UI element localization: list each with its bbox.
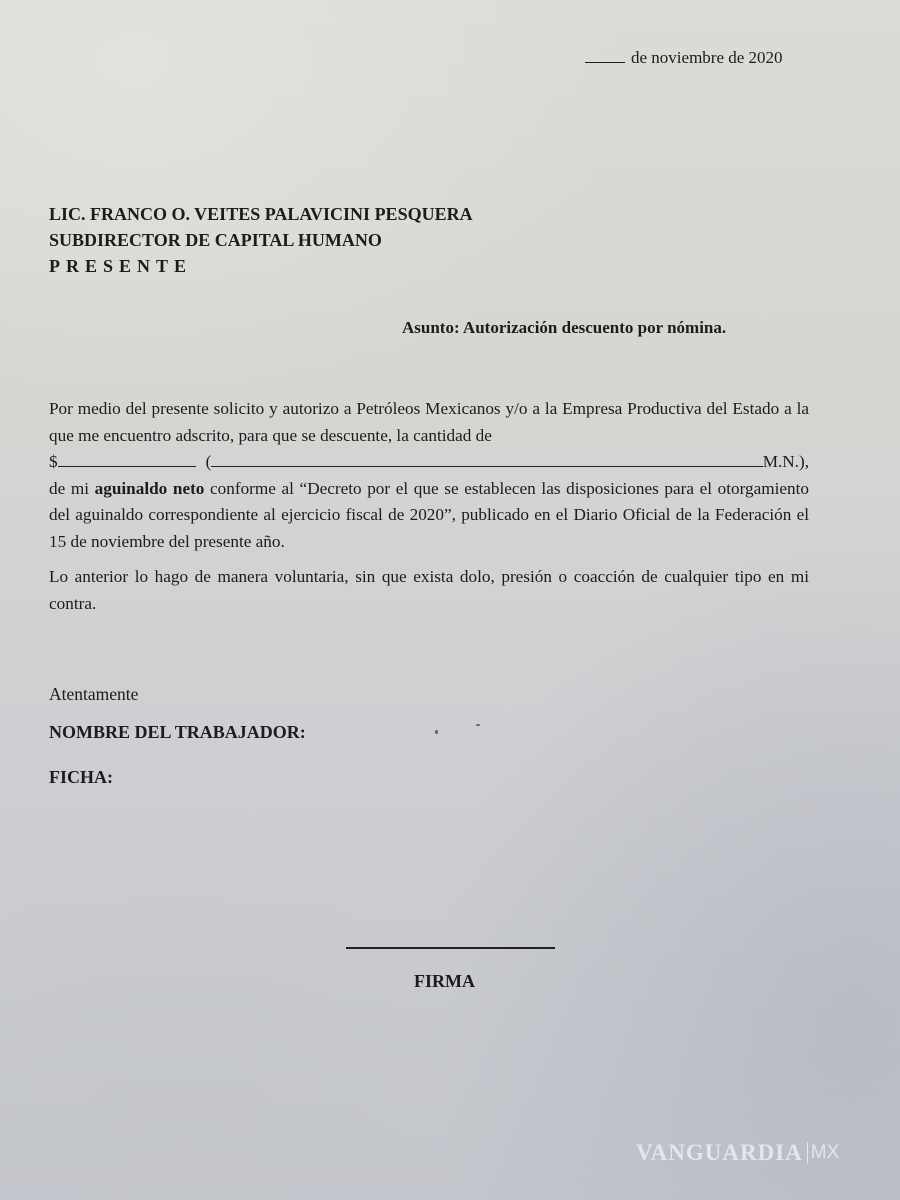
date-line bbox=[585, 48, 783, 68]
addressee-name: LIC. FRANCO O. VEITES PALAVICINI PESQUERA bbox=[49, 204, 473, 224]
amount-number-blank bbox=[58, 452, 196, 467]
addressee-greeting: PRESENTE bbox=[49, 256, 193, 276]
signature-label: FIRMA bbox=[414, 971, 475, 991]
paragraph-authorization bbox=[49, 396, 809, 555]
signature-line bbox=[346, 947, 555, 949]
worker-name-label: NOMBRE DEL TRABAJADOR: bbox=[49, 722, 306, 742]
ink-speck bbox=[435, 730, 438, 734]
closing: Atentamente bbox=[49, 684, 139, 704]
ink-speck bbox=[476, 724, 480, 726]
ficha-label: FICHA: bbox=[49, 767, 113, 787]
pre-bold-text: de mi bbox=[49, 478, 95, 498]
open-paren: ( bbox=[205, 452, 212, 471]
subject-line: Asunto: Autorización descuento por nómina. bbox=[402, 318, 727, 337]
watermark bbox=[636, 1140, 839, 1166]
watermark-brand: VANGUARDIA bbox=[636, 1140, 803, 1165]
paragraph-voluntary: Lo anterior lo hago de manera voluntaria, sin que exista dolo, presión o coacción de cualquier tipo en mi contra. bbox=[49, 567, 809, 613]
aguinaldo-neto-text: aguinaldo neto bbox=[94, 478, 205, 498]
addressee-block bbox=[49, 201, 473, 279]
date-text: de noviembre de 2020 bbox=[631, 48, 783, 67]
amount-line bbox=[49, 449, 809, 476]
amount-words-blank bbox=[211, 452, 762, 467]
currency-suffix: M.N.), bbox=[762, 452, 809, 471]
watermark-separator bbox=[807, 1142, 808, 1164]
paragraph-decree bbox=[49, 476, 809, 556]
day-blank bbox=[585, 50, 625, 63]
addressee-title: SUBDIRECTOR DE CAPITAL HUMANO bbox=[49, 230, 382, 250]
paragraph-intro: Por medio del presente solicito y autorizo a Petróleos Mexicanos y/o a la Empresa Productiva del Estado a la que me encuentro adscrito, para que se descuente, la cantidad de bbox=[49, 399, 809, 445]
watermark-suffix: MX bbox=[810, 1142, 840, 1163]
decree-text: conforme al “Decreto por el que se establecen las disposiciones para el otorgamiento del aguinaldo correspondiente al ejercicio fiscal de 2020”, publicado en el Diario Oficial de la Federación el 15 de noviembre del presente año. bbox=[49, 478, 809, 551]
currency-symbol: $ bbox=[49, 452, 58, 471]
